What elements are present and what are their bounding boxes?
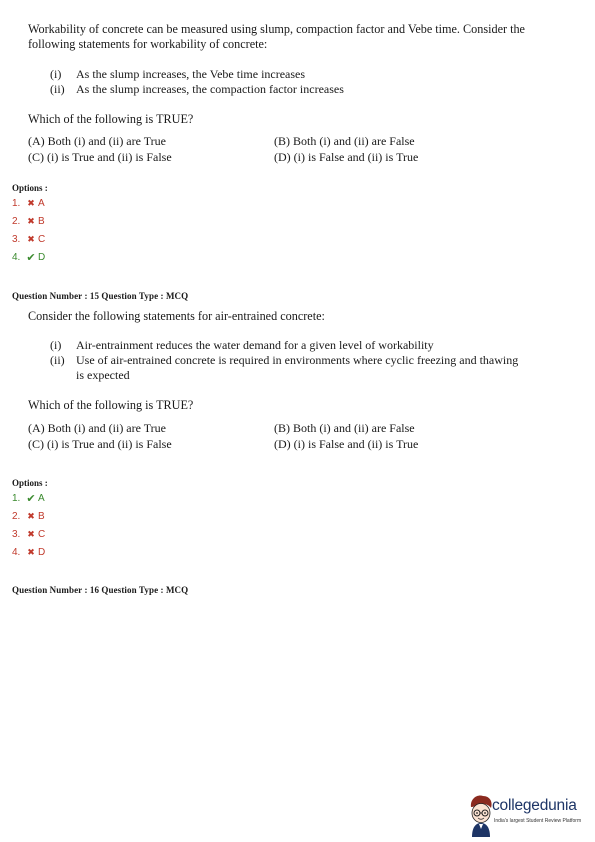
q15-statement-2 — [50, 353, 520, 382]
q14-choice-c: (C) (i) is True and (ii) is False — [28, 150, 172, 164]
option-index: 2. — [12, 215, 21, 227]
statement-number: (i) — [50, 67, 62, 81]
option-row — [12, 250, 45, 264]
cross-icon: ✖ — [27, 510, 35, 521]
statement-text: Air-entrainment reduces the water demand for a given level of workability — [76, 338, 434, 352]
q15-stem: Consider the following statements for air-entrained concrete: — [28, 309, 325, 323]
q15-header: Question Number : 15 Question Type : MCQ — [12, 291, 189, 301]
q14-statement-2 — [50, 82, 540, 97]
option-letter: A — [38, 197, 45, 209]
option-letter: C — [38, 233, 46, 245]
option-row — [12, 545, 45, 559]
q15-choice-b: (B) Both (i) and (ii) are False — [274, 421, 415, 435]
statement-text: As the slump increases, the Vebe time increases — [76, 67, 306, 81]
q15-options-list — [12, 491, 45, 559]
option-index: 3. — [12, 528, 21, 540]
logo-wordmark: collegedunia — [492, 797, 577, 814]
check-icon: ✔ — [26, 251, 36, 264]
option-index: 3. — [12, 233, 21, 245]
option-index: 2. — [12, 510, 21, 522]
cross-icon: ✖ — [27, 215, 35, 226]
cross-icon: ✖ — [27, 546, 35, 557]
option-row — [12, 491, 45, 505]
option-letter: D — [38, 546, 46, 558]
statement-number: (i) — [50, 338, 62, 352]
option-index: 1. — [12, 197, 21, 209]
q14-choice-b: (B) Both (i) and (ii) are False — [274, 134, 415, 148]
option-index: 4. — [12, 546, 21, 558]
option-row — [12, 527, 45, 541]
option-letter: B — [38, 215, 45, 227]
option-index: 1. — [12, 492, 21, 504]
cross-icon: ✖ — [27, 528, 35, 539]
collegedunia-logo[interactable] — [466, 793, 588, 837]
option-index: 4. — [12, 251, 21, 263]
q14-options-label: Options : — [12, 183, 48, 193]
option-letter: D — [38, 251, 46, 263]
q16-header: Question Number : 16 Question Type : MCQ — [12, 585, 189, 595]
q14-statement-1 — [50, 67, 540, 82]
q14-choice-d: (D) (i) is False and (ii) is True — [274, 150, 419, 164]
q15-choice-d: (D) (i) is False and (ii) is True — [274, 437, 419, 451]
option-row — [12, 196, 45, 210]
check-icon: ✔ — [26, 492, 36, 505]
q15-question: Which of the following is TRUE? — [28, 398, 194, 412]
option-letter: A — [38, 492, 45, 504]
option-row — [12, 214, 45, 228]
q15-choice-a: (A) Both (i) and (ii) are True — [28, 421, 166, 435]
statement-number: (ii) — [50, 82, 65, 96]
statement-text: Use of air-entrained concrete is required in environments where cyclic freezing and thawing is expected — [76, 353, 519, 382]
q15-options-label: Options : — [12, 478, 48, 488]
cross-icon: ✖ — [27, 197, 35, 208]
statement-text: As the slump increases, the compaction factor increases — [76, 82, 344, 96]
logo-tagline: India's largest Student Review Platform — [494, 818, 582, 824]
q14-stem: Workability of concrete can be measured using slump, compaction factor and Vebe time. Consider the following statements for workability of concrete: — [28, 22, 525, 51]
q14-options-list — [12, 196, 45, 264]
q15-statement-1 — [50, 338, 540, 353]
statement-number: (ii) — [50, 353, 65, 367]
q14-choice-a: (A) Both (i) and (ii) are True — [28, 134, 166, 148]
q14-question: Which of the following is TRUE? — [28, 112, 194, 126]
option-row — [12, 509, 45, 523]
cross-icon: ✖ — [27, 233, 35, 244]
q15-choice-c: (C) (i) is True and (ii) is False — [28, 437, 172, 451]
option-row — [12, 232, 45, 246]
option-letter: C — [38, 528, 46, 540]
option-letter: B — [38, 510, 45, 522]
